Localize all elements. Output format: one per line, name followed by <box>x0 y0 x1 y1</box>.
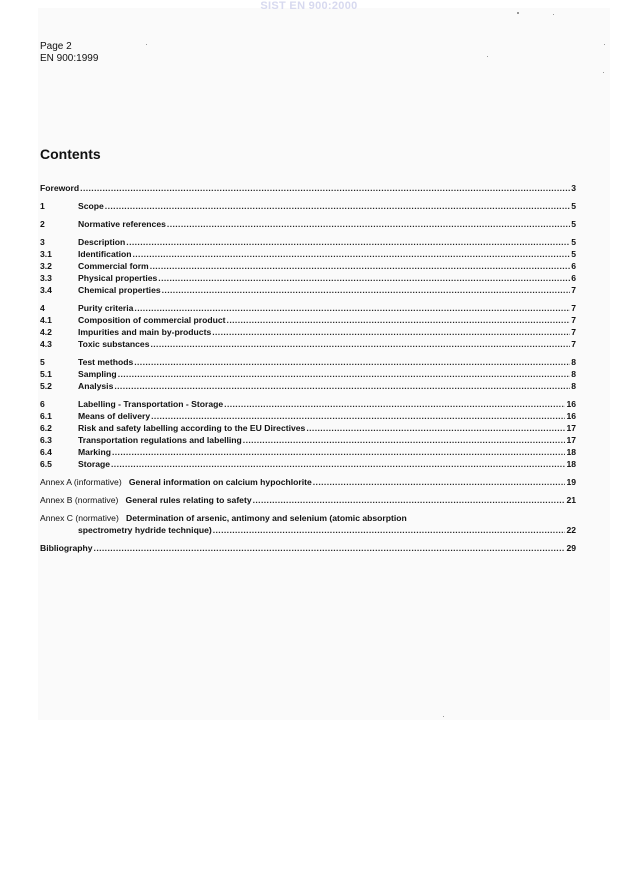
toc-entry-page: 7 <box>571 339 576 349</box>
toc-entry-number: 5.2 <box>40 381 52 391</box>
toc-entry[interactable] <box>40 314 576 326</box>
scan-speck <box>487 56 488 57</box>
page-header <box>40 41 98 65</box>
toc-entry-page: 7 <box>571 315 576 325</box>
toc-entry-page: 16 <box>566 411 576 421</box>
leader-dots <box>243 434 566 446</box>
toc-entry-title: Commercial form <box>78 261 149 271</box>
toc-entry-title: Normative references <box>78 219 166 229</box>
toc-entry-number: 6 <box>40 399 45 409</box>
toc-entry-number: 2 <box>40 219 45 229</box>
leader-dots <box>80 182 570 194</box>
toc-entry[interactable] <box>40 422 576 434</box>
leader-dots <box>227 314 571 326</box>
annex-title: Determination of arsenic, antimony and selenium (atomic absorption <box>125 513 407 523</box>
toc-entry[interactable] <box>40 338 576 350</box>
toc-entry-page: 18 <box>566 459 576 469</box>
contents-heading: Contents <box>40 146 101 162</box>
leader-dots <box>134 302 570 314</box>
leader-dots <box>105 200 570 212</box>
leader-dots <box>151 410 565 422</box>
toc-entry-page: 8 <box>571 381 576 391</box>
toc-entry-page: 7 <box>571 303 576 313</box>
toc-entry[interactable] <box>40 380 576 392</box>
page-number: Page 2 <box>40 41 72 52</box>
toc-entry[interactable] <box>40 236 576 248</box>
toc-entry-title: Toxic substances <box>78 339 150 349</box>
toc-entry[interactable] <box>40 458 576 470</box>
toc-entry-number: 3.1 <box>40 249 52 259</box>
toc-entry-title: Test methods <box>78 357 134 367</box>
leader-dots <box>253 494 566 506</box>
toc-entry[interactable] <box>40 302 576 314</box>
leader-dots <box>118 368 571 380</box>
leader-dots <box>126 236 570 248</box>
toc-entry-number: 3 <box>40 237 45 247</box>
leader-dots <box>162 284 571 296</box>
leader-dots <box>134 356 570 368</box>
toc-entry-title: Impurities and main by-products <box>78 327 212 337</box>
toc-entry[interactable] <box>40 398 576 410</box>
annex-title: General rules relating to safety <box>125 495 252 505</box>
annex-kind: Annex B (normative) <box>40 495 119 505</box>
annex-title: General information on calcium hypochlorite <box>128 477 312 487</box>
leader-dots <box>158 272 570 284</box>
scan-speck <box>146 44 147 45</box>
toc-entry-page: 18 <box>566 447 576 457</box>
scan-speck <box>553 14 554 15</box>
toc-entry-title: Physical properties <box>78 273 158 283</box>
toc-entry-page: 16 <box>566 399 576 409</box>
leader-dots <box>150 338 570 350</box>
toc-entry-number: 6.1 <box>40 411 52 421</box>
leader-dots <box>111 458 565 470</box>
toc-entry-title: Sampling <box>78 369 117 379</box>
toc-entry[interactable] <box>40 272 576 284</box>
toc-entry-page: 17 <box>566 435 576 445</box>
scan-speck <box>603 72 604 73</box>
toc-entry-page: 8 <box>571 357 576 367</box>
toc-entry[interactable] <box>40 284 576 296</box>
toc-entry-number: 4.1 <box>40 315 52 325</box>
toc-entry-number: 6.3 <box>40 435 52 445</box>
toc-entry[interactable] <box>40 248 576 260</box>
toc-entry-title: Means of delivery <box>78 411 151 421</box>
toc-entry-foreword[interactable] <box>40 182 576 194</box>
toc-entry-title <box>40 476 312 488</box>
toc-entry-number: 1 <box>40 201 45 211</box>
toc-entry-page: 17 <box>566 423 576 433</box>
toc-entry-page: 7 <box>571 327 576 337</box>
toc-entry[interactable] <box>40 200 576 212</box>
scan-speck <box>604 44 605 45</box>
toc-entry-page: 5 <box>571 237 576 247</box>
toc-entry-page: 21 <box>566 495 576 505</box>
toc-entry-title: Purity criteria <box>78 303 134 313</box>
toc-entry-title: Foreword <box>40 183 80 193</box>
toc-entry-bibliography[interactable] <box>40 542 576 554</box>
toc-entry-page: 19 <box>566 477 576 487</box>
toc-entry-page: 5 <box>571 219 576 229</box>
toc-entry-title: Marking <box>78 447 111 457</box>
toc-entry-title: Composition of commercial product <box>78 315 226 325</box>
toc-entry-title: Chemical properties <box>78 285 161 295</box>
toc-entry-number: 5.1 <box>40 369 52 379</box>
toc-entry-title <box>40 512 407 524</box>
leader-dots <box>167 218 570 230</box>
toc-entry[interactable] <box>40 368 576 380</box>
toc-entry-number: 6.4 <box>40 447 52 457</box>
toc-entry-title <box>40 494 252 506</box>
toc-entry-page: 22 <box>566 525 576 535</box>
toc-entry-title: Scope <box>78 201 104 211</box>
standard-reference: EN 900:1999 <box>40 53 99 64</box>
toc-entry-page: 7 <box>571 285 576 295</box>
toc-entry-page: 5 <box>571 201 576 211</box>
toc-entry-title: Risk and safety labelling according to the EU Directives <box>78 423 306 433</box>
toc-entry-annex-b[interactable] <box>40 494 576 506</box>
toc-entry-page: 6 <box>571 261 576 271</box>
leader-dots <box>114 380 570 392</box>
leader-dots <box>212 326 570 338</box>
toc-entry-title: Bibliography <box>40 543 93 553</box>
annex-kind: Annex A (informative) <box>40 477 122 487</box>
toc-entry[interactable] <box>40 356 576 368</box>
toc-entry-title: Identification <box>78 249 132 259</box>
toc-entry-number: 3.4 <box>40 285 52 295</box>
leader-dots <box>224 398 565 410</box>
toc-entry-number: 4.2 <box>40 327 52 337</box>
toc-entry[interactable] <box>40 260 576 272</box>
leader-dots <box>94 542 566 554</box>
toc-entry-title: Transportation regulations and labelling <box>78 435 242 445</box>
annex-title-continued: spectrometry hydride technique) <box>78 525 212 535</box>
toc-entry-title: Labelling - Transportation - Storage <box>78 399 224 409</box>
scan-speck <box>443 716 444 717</box>
toc-entry-number: 4.3 <box>40 339 52 349</box>
toc-entry[interactable] <box>40 434 576 446</box>
leader-dots <box>150 260 571 272</box>
table-of-contents <box>40 182 576 554</box>
leader-dots <box>132 248 570 260</box>
leader-dots <box>213 524 566 536</box>
toc-entry[interactable] <box>40 446 576 458</box>
leader-dots <box>306 422 565 434</box>
toc-entry-page: 3 <box>571 183 576 193</box>
toc-entry-page: 8 <box>571 369 576 379</box>
toc-entry[interactable] <box>40 218 576 230</box>
toc-entry-number: 3.2 <box>40 261 52 271</box>
leader-dots <box>313 476 566 488</box>
toc-entry-annex-c[interactable] <box>40 512 576 524</box>
toc-entry-page: 6 <box>571 273 576 283</box>
toc-entry-title: Description <box>78 237 126 247</box>
toc-entry-annex-a[interactable] <box>40 476 576 488</box>
toc-entry-number: 6.2 <box>40 423 52 433</box>
toc-entry-page: 29 <box>566 543 576 553</box>
scan-speck <box>517 12 519 14</box>
leader-dots <box>112 446 565 458</box>
toc-entry[interactable] <box>40 326 576 338</box>
toc-entry-number: 6.5 <box>40 459 52 469</box>
toc-entry-number: 5 <box>40 357 45 367</box>
toc-entry-number: 3.3 <box>40 273 52 283</box>
watermark: SIST EN 900:2000 <box>260 0 358 12</box>
toc-entry-annex-c-continued[interactable] <box>40 524 576 536</box>
toc-entry-page: 5 <box>571 249 576 259</box>
toc-entry-title: Storage <box>78 459 110 469</box>
toc-entry-title: Analysis <box>78 381 114 391</box>
toc-entry[interactable] <box>40 410 576 422</box>
annex-kind: Annex C (normative) <box>40 513 119 523</box>
toc-entry-number: 4 <box>40 303 45 313</box>
